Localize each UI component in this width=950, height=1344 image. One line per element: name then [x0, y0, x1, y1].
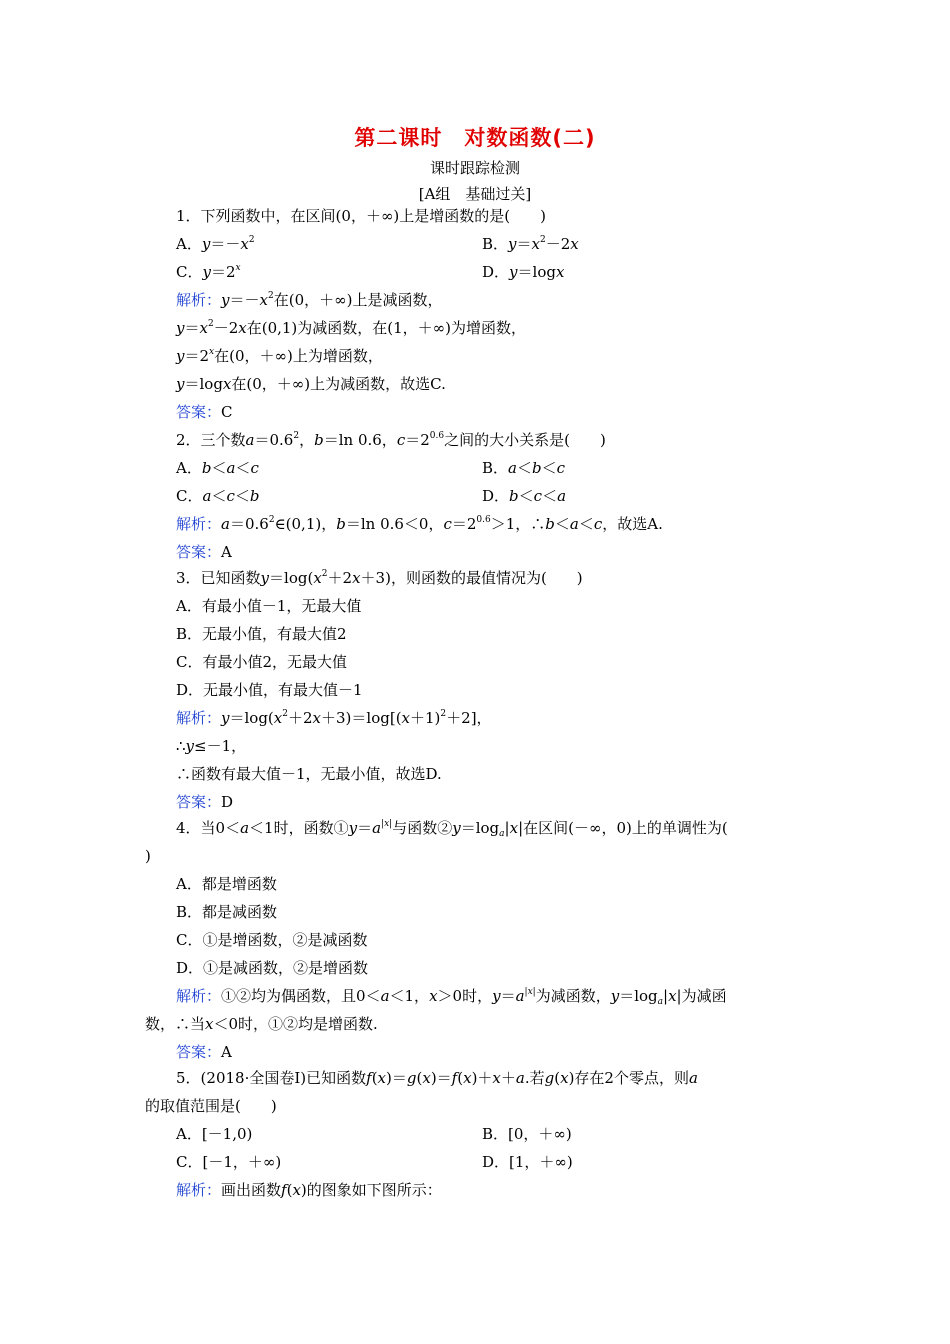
answer-label: 答案： — [176, 1043, 222, 1061]
q3-analysis: 解析：$y=\log(x^2+2x+3)=\log[(x+1)^2+2]$， — [176, 709, 492, 727]
q1-stem: 1．下列函数中，在区间(0，＋∞)上是增函数的是( ) — [176, 207, 546, 225]
q3-option-c: C．有最小值2，无最大值 — [176, 653, 348, 671]
q5-option-d: D．[1，＋∞) — [482, 1153, 573, 1171]
answer-label: 答案： — [176, 793, 222, 811]
q1-option-c: C．$y=2^x$ — [176, 263, 241, 281]
q3-analysis-line: ∴函数有最大值－1，无最小值，故选D. — [176, 765, 442, 783]
q3-option-d: D．无最小值，有最大值－1 — [176, 681, 363, 699]
q5-option-b: B．[0，＋∞) — [482, 1125, 572, 1143]
q1-option-d: D．y＝logx — [482, 263, 565, 281]
q3-analysis-line: ∴y≤－1， — [176, 737, 247, 755]
page-subtitle: 课时跟踪检测 — [429, 159, 520, 177]
q3-answer: 答案：D — [176, 793, 234, 811]
q1-analysis-line: y＝logx在(0，＋∞)上为减函数，故选C. — [176, 375, 446, 393]
q4-option-c: C．①是增函数，②是减函数 — [176, 931, 368, 949]
q4-stem-line: ) — [145, 847, 151, 865]
q3-stem: 3．已知函数$y=\log(x^2+2x+3)$，则函数的最值情况为( ) — [176, 569, 583, 587]
analysis-label: 解析： — [176, 709, 222, 727]
q4-stem: 4．当0＜a＜1时，函数$①y=a^{|x|}$与函数$②y=\log_a|x|$在区间(－∞，0)上的单调性为( — [176, 819, 728, 839]
q2-option-b: B．a＜b＜c — [482, 459, 566, 477]
q3-option-b: B．无最小值，有最大值2 — [176, 625, 347, 643]
q4-option-a: A．都是增函数 — [176, 875, 277, 893]
analysis-label: 解析： — [176, 1181, 222, 1199]
q1-answer: 答案：C — [176, 403, 233, 421]
q4-analysis: 解析：①②均为偶函数，且0＜a＜1，x＞0时，$y=a^{|x|}$为减函数，$y=\log_a|x|$为减函 — [176, 987, 727, 1007]
q4-option-d: D．①是减函数，②是增函数 — [176, 959, 369, 977]
q5-analysis: 解析：画出函数f(x)的图象如下图所示： — [176, 1181, 442, 1199]
q2-option-a: A．b＜a＜c — [176, 459, 259, 477]
q1-option-b: B．$y=x^2-2x$ — [482, 235, 579, 253]
q1-option-a: A．$y=-x^2$ — [176, 235, 255, 253]
section-label: [A组 基础过关] — [418, 185, 532, 203]
answer-label: 答案： — [176, 403, 222, 421]
answer-label: 答案： — [176, 543, 222, 561]
analysis-label: 解析： — [176, 291, 222, 309]
q2-option-c: C．a＜c＜b — [176, 487, 260, 505]
q2-stem: 2．三个数$a=0.6^2$，b＝ln 0.6，$c=2^{0.6}$之间的大小关系是( ) — [176, 431, 606, 449]
q5-stem: 5．(2018·全国卷Ⅰ)已知函数f(x)＝g(x)＝f(x)＋x＋a.若g(x)存在2个零点，则a — [176, 1069, 698, 1087]
q1-analysis-line: $y=x^2-2x$在(0,1)为减函数，在(1，＋∞)为增函数， — [176, 319, 527, 337]
analysis-label: 解析： — [176, 987, 222, 1005]
q2-option-d: D．b＜c＜a — [482, 487, 567, 505]
q2-answer: 答案：A — [176, 543, 232, 561]
q2-analysis: 解析：$a=0.6^2\in(0,1)$，b＝ln 0.6＜0，$c=2^{0.6}>1$，∴b＜a＜c，故选A. — [176, 515, 663, 533]
q4-answer: 答案：A — [176, 1043, 232, 1061]
q4-analysis-line: 数，∴当x＜0时，①②均是增函数. — [145, 1015, 378, 1033]
q1-analysis: 解析：$y=-x^2$在(0，＋∞)上是减函数， — [176, 291, 443, 309]
q5-option-c: C．[－1，＋∞) — [176, 1153, 282, 1171]
analysis-label: 解析： — [176, 515, 222, 533]
page-title: 第二课时 对数函数(二) — [354, 126, 596, 150]
q5-option-a: A．[－1,0) — [176, 1125, 253, 1143]
q5-stem-line: 的取值范围是( ) — [145, 1097, 277, 1115]
q3-option-a: A．有最小值－1，无最大值 — [176, 597, 362, 615]
q4-option-b: B．都是减函数 — [176, 903, 278, 921]
q1-analysis-line: $y=2^x$在(0，＋∞)上为增函数， — [176, 347, 383, 365]
